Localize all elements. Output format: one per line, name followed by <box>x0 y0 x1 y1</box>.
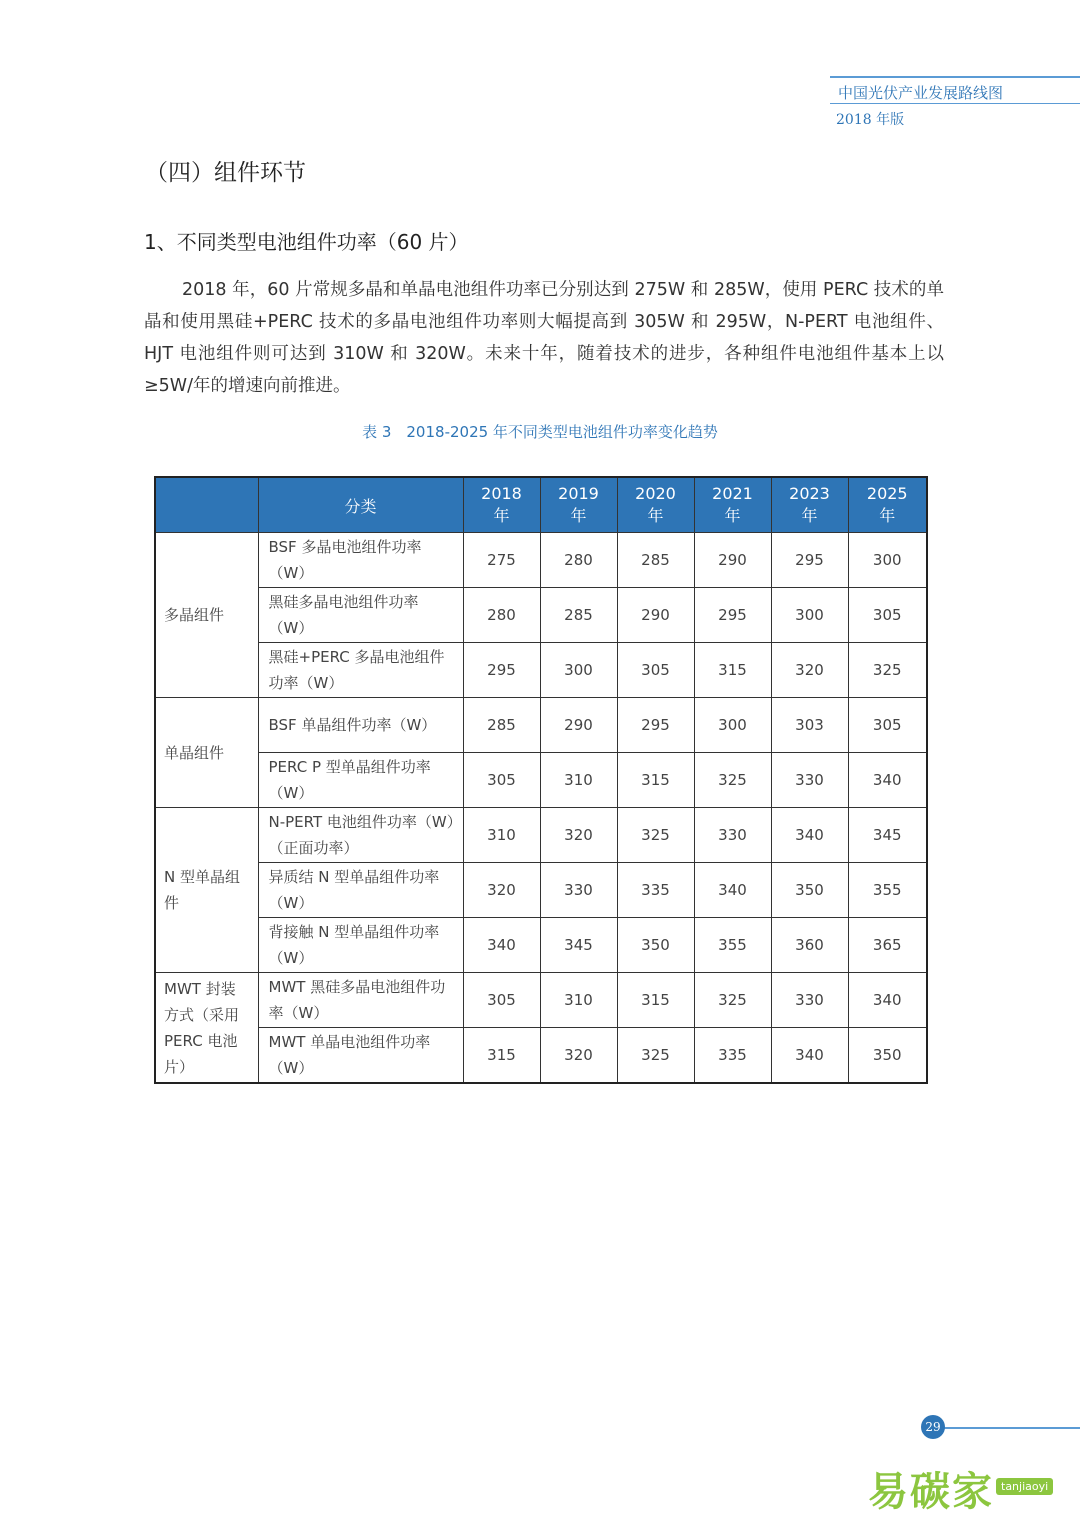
value-cell: 340 <box>463 918 540 973</box>
value-cell: 295 <box>463 643 540 698</box>
value-cell: 340 <box>694 863 771 918</box>
value-cell: 290 <box>540 698 617 753</box>
header-year-2019: 2019 年 <box>540 477 617 533</box>
value-cell: 355 <box>848 863 927 918</box>
value-cell: 300 <box>771 588 848 643</box>
header-year-2020: 2020 年 <box>617 477 694 533</box>
group-label: 单晶组件 <box>155 698 258 808</box>
value-cell: 335 <box>617 863 694 918</box>
value-cell: 303 <box>771 698 848 753</box>
row-label: BSF 单晶组件功率（W） <box>258 698 463 753</box>
value-cell: 290 <box>617 588 694 643</box>
value-cell: 285 <box>540 588 617 643</box>
body-paragraph: 2018 年，60 片常规多晶和单晶电池组件功率已分别达到 275W 和 285W，使用 PERC 技术的单晶和使用黑硅+PERC 技术的多晶电池组件功率则大幅提高到 305W 和 295W，N-PERT 电池组件、HJT 电池组件则可达到 310W 和 320W。未来十年，随着技术的进步，各种组件电池组件基本上以≥5W/年的增速向前推进。 <box>144 280 944 396</box>
header-year-2025: 2025 年 <box>848 477 927 533</box>
value-cell: 350 <box>617 918 694 973</box>
value-cell: 340 <box>848 753 927 808</box>
group-label: N 型单晶组件 <box>155 808 258 973</box>
value-cell: 280 <box>463 588 540 643</box>
value-cell: 330 <box>771 973 848 1028</box>
value-cell: 360 <box>771 918 848 973</box>
row-label: MWT 黑硅多晶电池组件功率（W） <box>258 973 463 1028</box>
value-cell: 325 <box>617 808 694 863</box>
table-row <box>155 808 927 863</box>
value-cell: 285 <box>617 533 694 588</box>
value-cell: 285 <box>463 698 540 753</box>
value-cell: 340 <box>771 1028 848 1084</box>
table-row <box>155 1028 927 1084</box>
row-label: 背接触 N 型单晶组件功率（W） <box>258 918 463 973</box>
value-cell: 305 <box>463 973 540 1028</box>
value-cell: 305 <box>848 588 927 643</box>
value-cell: 280 <box>540 533 617 588</box>
table-row <box>155 588 927 643</box>
value-cell: 330 <box>694 808 771 863</box>
value-cell: 310 <box>540 753 617 808</box>
value-cell: 315 <box>463 1028 540 1084</box>
row-label: N-PERT 电池组件功率（W）（正面功率） <box>258 808 463 863</box>
header-year-2023: 2023 年 <box>771 477 848 533</box>
value-cell: 325 <box>848 643 927 698</box>
table-header-row <box>155 477 927 533</box>
header-blank <box>155 477 258 533</box>
value-cell: 350 <box>771 863 848 918</box>
value-cell: 295 <box>617 698 694 753</box>
value-cell: 300 <box>540 643 617 698</box>
watermark-logo <box>868 1456 1068 1516</box>
value-cell: 325 <box>617 1028 694 1084</box>
value-cell: 340 <box>848 973 927 1028</box>
table-row <box>155 973 927 1028</box>
section-title: （四）组件环节 <box>145 160 306 186</box>
value-cell: 310 <box>540 973 617 1028</box>
value-cell: 345 <box>540 918 617 973</box>
value-cell: 305 <box>848 698 927 753</box>
value-cell: 315 <box>694 643 771 698</box>
header-divider <box>830 103 1080 104</box>
header-year-2021: 2021 年 <box>694 477 771 533</box>
page-number-rule <box>942 1427 1080 1429</box>
value-cell: 305 <box>617 643 694 698</box>
value-cell: 320 <box>771 643 848 698</box>
value-cell: 365 <box>848 918 927 973</box>
value-cell: 300 <box>848 533 927 588</box>
value-cell: 320 <box>540 808 617 863</box>
table-row <box>155 698 927 753</box>
row-label: MWT 单晶电池组件功率（W） <box>258 1028 463 1084</box>
value-cell: 330 <box>540 863 617 918</box>
value-cell: 310 <box>463 808 540 863</box>
row-label: BSF 多晶电池组件功率（W） <box>258 533 463 588</box>
table-caption: 表 3 2018-2025 年不同类型电池组件功率变化趋势 <box>362 423 718 441</box>
value-cell: 300 <box>694 698 771 753</box>
table-row <box>155 753 927 808</box>
value-cell: 340 <box>771 808 848 863</box>
group-label: MWT 封装方式（采用 PERC 电池片） <box>155 973 258 1084</box>
watermark-url: tanjiaoyi <box>996 1478 1053 1495</box>
value-cell: 305 <box>463 753 540 808</box>
value-cell: 295 <box>694 588 771 643</box>
page-number: 29 <box>921 1415 945 1439</box>
value-cell: 330 <box>771 753 848 808</box>
row-label: 黑硅多晶电池组件功率（W） <box>258 588 463 643</box>
value-cell: 320 <box>540 1028 617 1084</box>
value-cell: 290 <box>694 533 771 588</box>
subsection-title: 1、不同类型电池组件功率（60 片） <box>144 230 469 254</box>
table-row <box>155 643 927 698</box>
value-cell: 345 <box>848 808 927 863</box>
value-cell: 315 <box>617 973 694 1028</box>
row-label: 黑硅+PERC 多晶电池组件功率（W） <box>258 643 463 698</box>
value-cell: 315 <box>617 753 694 808</box>
header-title: 中国光伏产业发展路线图 <box>838 84 1004 102</box>
row-label: 异质结 N 型单晶组件功率（W） <box>258 863 463 918</box>
watermark-text: 易碳家 <box>868 1469 994 1515</box>
table-row <box>155 533 927 588</box>
row-label: PERC P 型单晶组件功率（W） <box>258 753 463 808</box>
value-cell: 295 <box>771 533 848 588</box>
header-year-2018: 2018 年 <box>463 477 540 533</box>
power-trend-table <box>154 476 928 1084</box>
header-category: 分类 <box>258 477 463 533</box>
value-cell: 320 <box>463 863 540 918</box>
header-edition: 2018 年版 <box>836 112 905 128</box>
value-cell: 350 <box>848 1028 927 1084</box>
value-cell: 325 <box>694 973 771 1028</box>
value-cell: 275 <box>463 533 540 588</box>
group-label: 多晶组件 <box>155 533 258 698</box>
header-rule <box>830 76 1080 78</box>
table-row <box>155 918 927 973</box>
value-cell: 325 <box>694 753 771 808</box>
value-cell: 335 <box>694 1028 771 1084</box>
value-cell: 355 <box>694 918 771 973</box>
table-row <box>155 863 927 918</box>
